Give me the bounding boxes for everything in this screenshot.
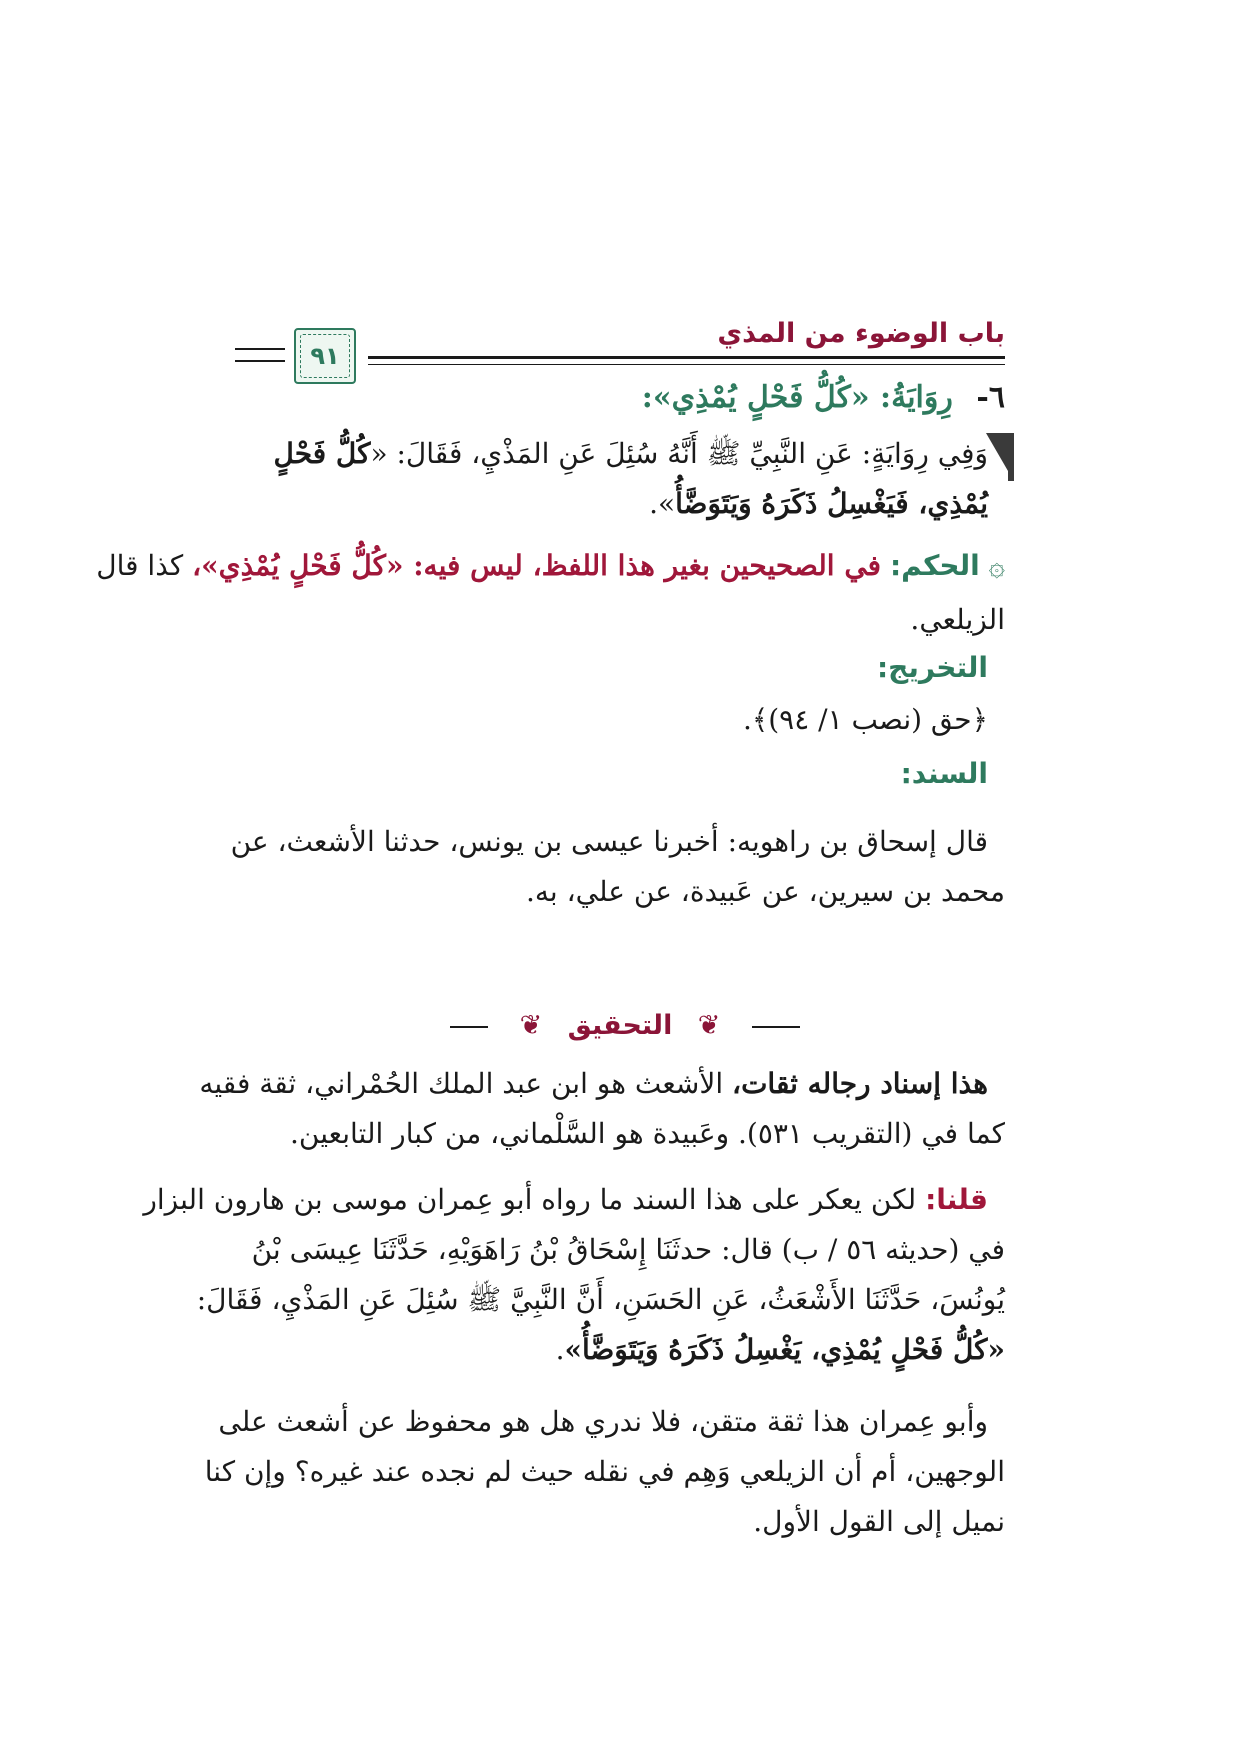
tahqiq-p1-bold: هذا إسناد رجاله ثقات، (732, 1067, 988, 1100)
hadith-close: ». (649, 487, 676, 520)
hadith-line-1 (273, 437, 988, 470)
tahqiq-p2-line-4 (555, 1333, 1005, 1366)
tahqiq-p2-line-3: يُونُسَ، حَدَّثَنَا الأَشْعَثُ، عَنِ الحَسَنِ، أَنَّ النَّبِيَّ ﷺ سُئِلَ عَنِ المَذْيِ، فَقَالَ: (196, 1283, 1005, 1316)
divider-ornament-left-icon: ❦ (504, 1010, 559, 1041)
divider-ornament-right-icon: ❦ (682, 1010, 737, 1041)
sanad-line-1: قال إسحاق بن راهويه: أخبرنا عيسى بن يونس، حدثنا الأشعث، عن (230, 825, 988, 858)
page-number-badge (294, 328, 356, 384)
ruling-rest: كذا قال (96, 549, 184, 582)
hadith-text-1: وَفِي رِوَايَةٍ: عَنِ النَّبِيِّ ﷺ أَنَّهُ سُئِلَ عَنِ المَذْيِ، فَقَالَ: « (370, 437, 988, 470)
sanad-label: السند: (900, 757, 988, 790)
quote-corner-ornament (986, 433, 1008, 471)
tahqiq-p2-matn: «كُلُّ فَحْلٍ يُمْذِي، يَغْسِلُ ذَكَرَهُ وَيَتَوَضَّأُ» (564, 1333, 1005, 1366)
hadith-matn-1: كُلُّ فَحْلٍ (273, 437, 371, 470)
ruling-icon: ۞ (988, 549, 1005, 582)
section-heading (641, 380, 1005, 415)
tahqiq-p1-line-1 (199, 1067, 988, 1100)
header-rule-right (368, 356, 1005, 359)
tahqiq-p2-label: قلنا: (925, 1183, 988, 1216)
takhrij-text: ﴿حق (نصب ١/ ٩٤)﴾. (742, 703, 988, 736)
hadith-matn-2: يُمْذِي، فَيَغْسِلُ ذَكَرَهُ وَيَتَوَضَّأُ (675, 487, 988, 520)
section-number: ٦- (976, 380, 1005, 415)
tahqiq-p2-text-1: لكن يعكر على هذا السند ما رواه أبو عِمران موسى بن هارون البزار (143, 1183, 917, 1216)
ruling-line-2: الزيلعي. (910, 603, 1005, 636)
tahqiq-p1-text-1: الأشعث هو ابن عبد الملك الحُمْراني، ثقة فقيه (199, 1067, 724, 1100)
header-rule-left-2 (235, 360, 285, 362)
tahqiq-p2-line-2: في (حديثه ٥٦ / ب) قال: حدثَنَا إِسْحَاقُ بْنُ رَاهَوَيْهِ، حَدَّثَنَا عِيسَى بْنُ (251, 1233, 1005, 1266)
tahqiq-p1-line-2: كما في (التقريب ٥٣١). وعَبيدة هو السَّلْماني، من كبار التابعين. (290, 1117, 1005, 1150)
hadith-line-2 (649, 487, 988, 520)
header-rule-right-thin (368, 364, 1005, 365)
section-title: رِوَايَةُ: «كُلُّ فَحْلٍ يُمْذِي»: (641, 380, 953, 415)
tahqiq-p3-line-3: نميل إلى القول الأول. (753, 1505, 1005, 1538)
ruling-text: في الصحيحين بغير هذا اللفظ، ليس فيه: «كُلُّ فَحْلٍ يُمْذِي»، (192, 549, 882, 582)
takhrij-label: التخريج: (876, 651, 988, 684)
tahqiq-p2-end: . (555, 1333, 565, 1366)
running-header-title: باب الوضوء من المذي (717, 318, 1005, 349)
tahqiq-divider (0, 1010, 1240, 1041)
ruling-label: الحكم: (889, 549, 980, 582)
tahqiq-label: التحقيق (567, 1010, 673, 1041)
header-rule-left (235, 348, 285, 350)
tahqiq-p3-line-1: وأبو عِمران هذا ثقة متقن، فلا ندري هل هو محفوظ عن أشعث على (218, 1405, 988, 1438)
page-number: ٩١ (310, 342, 340, 370)
tahqiq-p3-line-2: الوجهين، أم أن الزيلعي وَهِم في نقله حيث لم نجده عند غيره؟ وإن كنا (204, 1455, 1005, 1488)
quote-corner-bar (1008, 433, 1014, 481)
ruling-line-1 (96, 549, 1005, 582)
tahqiq-p2-line-1 (143, 1183, 988, 1216)
sanad-line-2: محمد بن سيرين، عن عَبيدة، عن علي، به. (526, 875, 1005, 908)
